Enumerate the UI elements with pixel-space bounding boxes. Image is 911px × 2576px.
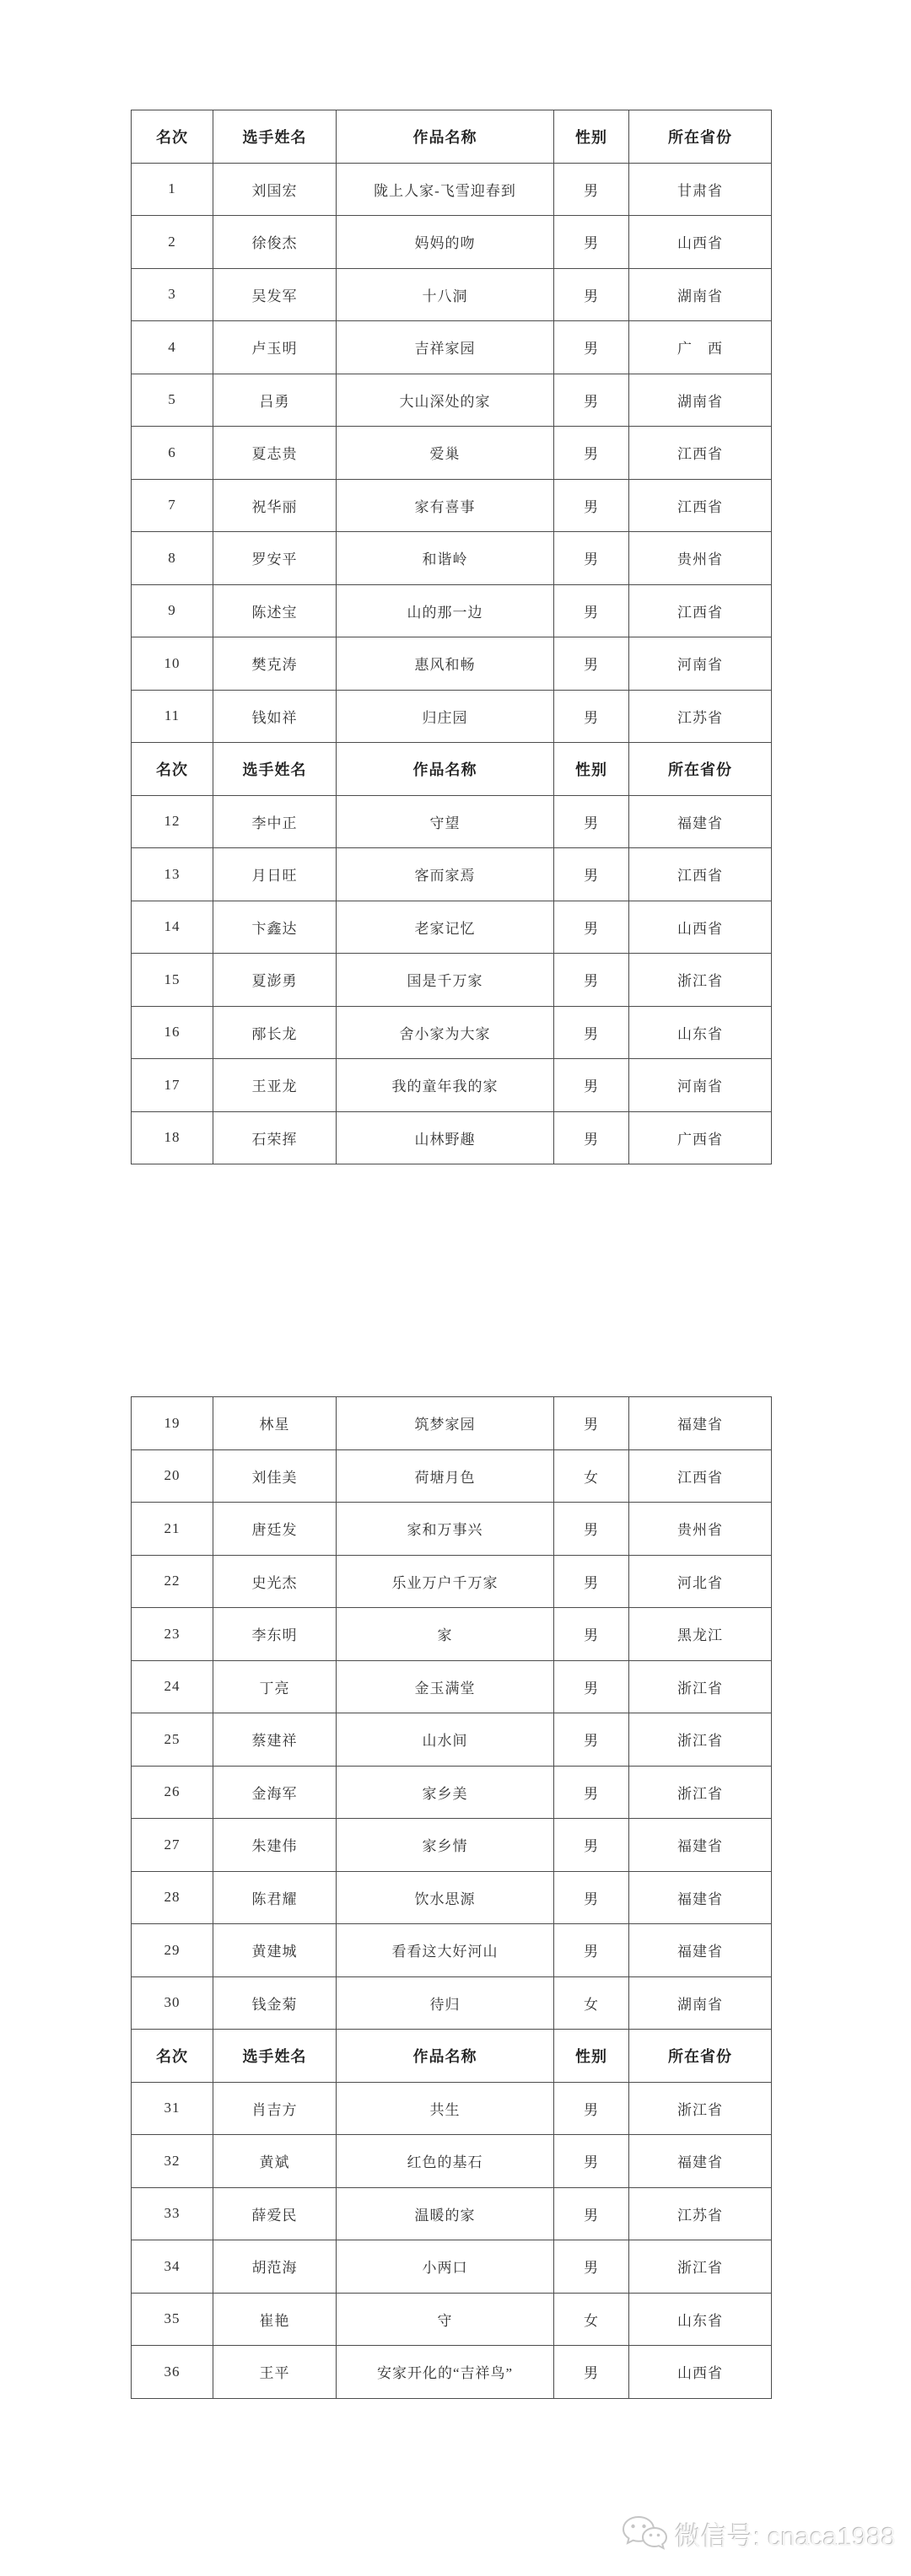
header-cell: 所在省份 (629, 743, 772, 796)
data-cell: 男 (554, 321, 629, 374)
data-cell: 广 西 (629, 321, 772, 374)
data-cell: 31 (132, 2082, 213, 2135)
table-row (132, 954, 772, 1007)
data-cell: 男 (554, 2082, 629, 2135)
data-cell: 男 (554, 1713, 629, 1767)
data-cell: 浙江省 (629, 2240, 772, 2294)
data-cell: 11 (132, 690, 213, 743)
data-cell: 江西省 (629, 427, 772, 480)
table-row (132, 479, 772, 532)
table-row (132, 1111, 772, 1164)
data-cell: 8 (132, 532, 213, 585)
table-row (132, 637, 772, 691)
data-cell: 女 (554, 1976, 629, 2030)
table-row (132, 2135, 772, 2188)
data-cell: 29 (132, 1924, 213, 1977)
data-cell: 江西省 (629, 584, 772, 637)
data-cell: 1 (132, 163, 213, 216)
data-cell: 男 (554, 1766, 629, 1819)
data-cell: 山的那一边 (337, 584, 554, 637)
table-row (132, 216, 772, 269)
data-cell: 浙江省 (629, 1713, 772, 1767)
data-cell: 21 (132, 1503, 213, 1556)
data-cell: 陈述宝 (213, 584, 337, 637)
table-row (132, 1608, 772, 1661)
data-cell: 客而家焉 (337, 848, 554, 901)
data-cell: 大山深处的家 (337, 374, 554, 427)
data-cell: 卢玉明 (213, 321, 337, 374)
data-cell: 男 (554, 1924, 629, 1977)
data-cell: 温暖的家 (337, 2187, 554, 2240)
data-cell: 江苏省 (629, 2187, 772, 2240)
data-cell: 3 (132, 268, 213, 321)
data-cell: 黄建城 (213, 1924, 337, 1977)
table-row (132, 427, 772, 480)
data-cell: 男 (554, 374, 629, 427)
table-row (132, 1397, 772, 1450)
data-cell: 吴发军 (213, 268, 337, 321)
data-cell: 湖南省 (629, 268, 772, 321)
data-cell: 小两口 (337, 2240, 554, 2294)
data-cell: 荷塘月色 (337, 1449, 554, 1503)
data-cell: 陇上人家-飞雪迎春到 (337, 163, 554, 216)
data-cell: 山西省 (629, 216, 772, 269)
data-cell: 夏澎勇 (213, 954, 337, 1007)
data-cell: 江西省 (629, 479, 772, 532)
data-cell: 35 (132, 2293, 213, 2346)
data-cell: 吉祥家园 (337, 321, 554, 374)
table-row (132, 584, 772, 637)
data-cell: 男 (554, 1397, 629, 1450)
data-cell: 广西省 (629, 1111, 772, 1164)
data-cell: 邴长龙 (213, 1006, 337, 1059)
data-cell: 守望 (337, 795, 554, 848)
data-cell: 浙江省 (629, 1766, 772, 1819)
table-row (132, 2240, 772, 2294)
data-cell: 男 (554, 2187, 629, 2240)
table-row (132, 268, 772, 321)
table-row (132, 2082, 772, 2135)
data-cell: 男 (554, 1006, 629, 1059)
data-cell: 福建省 (629, 2135, 772, 2188)
data-cell: 我的童年我的家 (337, 1059, 554, 1112)
data-cell: 钱金菊 (213, 1976, 337, 2030)
data-cell: 王亚龙 (213, 1059, 337, 1112)
data-cell: 肖吉方 (213, 2082, 337, 2135)
data-cell: 家有喜事 (337, 479, 554, 532)
data-cell: 浙江省 (629, 1660, 772, 1713)
table-row (132, 2187, 772, 2240)
table-row (132, 1555, 772, 1608)
data-cell: 男 (554, 2346, 629, 2399)
data-cell: 十八洞 (337, 268, 554, 321)
data-cell: 32 (132, 2135, 213, 2188)
data-cell: 7 (132, 479, 213, 532)
data-cell: 山水间 (337, 1713, 554, 1767)
data-cell: 黑龙江 (629, 1608, 772, 1661)
data-cell: 红色的基石 (337, 2135, 554, 2188)
data-cell: 家乡美 (337, 1766, 554, 1819)
data-cell: 14 (132, 901, 213, 954)
table-row (132, 374, 772, 427)
results-table-part-2 (131, 1396, 772, 2399)
data-cell: 男 (554, 795, 629, 848)
data-cell: 24 (132, 1660, 213, 1713)
data-cell: 黄斌 (213, 2135, 337, 2188)
data-cell: 王平 (213, 2346, 337, 2399)
table-row (132, 690, 772, 743)
table-header-row (132, 743, 772, 796)
data-cell: 男 (554, 1111, 629, 1164)
table-row (132, 1660, 772, 1713)
data-cell: 金海军 (213, 1766, 337, 1819)
data-cell: 贵州省 (629, 532, 772, 585)
data-cell: 和谐岭 (337, 532, 554, 585)
data-cell: 共生 (337, 2082, 554, 2135)
data-cell: 安家开化的“吉祥鸟” (337, 2346, 554, 2399)
data-cell: 男 (554, 2135, 629, 2188)
data-cell: 湖南省 (629, 1976, 772, 2030)
table-row (132, 1503, 772, 1556)
data-cell: 罗安平 (213, 532, 337, 585)
table-row (132, 1713, 772, 1767)
data-cell: 26 (132, 1766, 213, 1819)
data-cell: 福建省 (629, 1871, 772, 1924)
data-cell: 山东省 (629, 1006, 772, 1059)
data-cell: 28 (132, 1871, 213, 1924)
header-cell: 作品名称 (337, 110, 554, 164)
table-row (132, 321, 772, 374)
table-row (132, 795, 772, 848)
wechat-icon (622, 2514, 667, 2553)
data-cell: 23 (132, 1608, 213, 1661)
data-cell: 家乡情 (337, 1819, 554, 1872)
data-cell: 饮水思源 (337, 1871, 554, 1924)
watermark-text: 微信号: cnaca1988 (675, 2521, 896, 2552)
table-row (132, 1006, 772, 1059)
table-row (132, 2346, 772, 2399)
data-cell: 惠风和畅 (337, 637, 554, 691)
data-cell: 2 (132, 216, 213, 269)
data-cell: 河南省 (629, 637, 772, 691)
data-cell: 男 (554, 532, 629, 585)
data-cell: 崔艳 (213, 2293, 337, 2346)
data-cell: 山东省 (629, 2293, 772, 2346)
data-cell: 李东明 (213, 1608, 337, 1661)
data-cell: 20 (132, 1449, 213, 1503)
table-row (132, 1766, 772, 1819)
data-cell: 男 (554, 163, 629, 216)
header-cell: 名次 (132, 743, 213, 796)
data-cell: 男 (554, 954, 629, 1007)
data-cell: 丁亮 (213, 1660, 337, 1713)
header-cell: 性别 (554, 2030, 629, 2083)
data-cell: 爱巢 (337, 427, 554, 480)
table-row (132, 1819, 772, 1872)
data-cell: 17 (132, 1059, 213, 1112)
data-cell: 男 (554, 1555, 629, 1608)
data-cell: 守 (337, 2293, 554, 2346)
data-cell: 胡范海 (213, 2240, 337, 2294)
data-cell: 福建省 (629, 795, 772, 848)
data-cell: 乐业万户千万家 (337, 1555, 554, 1608)
data-cell: 林星 (213, 1397, 337, 1450)
data-cell: 月日旺 (213, 848, 337, 901)
data-cell: 山西省 (629, 2346, 772, 2399)
table-row (132, 163, 772, 216)
data-cell: 徐俊杰 (213, 216, 337, 269)
data-cell: 18 (132, 1111, 213, 1164)
data-cell: 吕勇 (213, 374, 337, 427)
data-cell: 福建省 (629, 1397, 772, 1450)
data-cell: 男 (554, 479, 629, 532)
data-cell: 甘肃省 (629, 163, 772, 216)
table-header-row (132, 2030, 772, 2083)
data-cell: 史光杰 (213, 1555, 337, 1608)
header-cell: 名次 (132, 2030, 213, 2083)
data-cell: 19 (132, 1397, 213, 1450)
data-cell: 浙江省 (629, 954, 772, 1007)
data-cell: 4 (132, 321, 213, 374)
data-cell: 老家记忆 (337, 901, 554, 954)
table-row (132, 901, 772, 954)
data-cell: 看看这大好河山 (337, 1924, 554, 1977)
data-cell: 22 (132, 1555, 213, 1608)
data-cell: 6 (132, 427, 213, 480)
data-cell: 男 (554, 1503, 629, 1556)
data-cell: 家和万事兴 (337, 1503, 554, 1556)
data-cell: 钱如祥 (213, 690, 337, 743)
table-row (132, 1924, 772, 1977)
data-cell: 15 (132, 954, 213, 1007)
header-cell: 性别 (554, 110, 629, 164)
data-cell: 舍小家为大家 (337, 1006, 554, 1059)
header-cell: 作品名称 (337, 2030, 554, 2083)
data-cell: 12 (132, 795, 213, 848)
table-row (132, 1449, 772, 1503)
header-cell: 选手姓名 (213, 743, 337, 796)
data-cell: 男 (554, 1660, 629, 1713)
data-cell: 男 (554, 216, 629, 269)
data-cell: 蔡建祥 (213, 1713, 337, 1767)
table-row (132, 2293, 772, 2346)
data-cell: 家 (337, 1608, 554, 1661)
data-cell: 樊克涛 (213, 637, 337, 691)
data-cell: 刘佳美 (213, 1449, 337, 1503)
data-cell: 女 (554, 2293, 629, 2346)
data-cell: 祝华丽 (213, 479, 337, 532)
data-cell: 男 (554, 268, 629, 321)
header-cell: 选手姓名 (213, 110, 337, 164)
table-row (132, 1871, 772, 1924)
data-cell: 江苏省 (629, 690, 772, 743)
header-cell: 性别 (554, 743, 629, 796)
data-cell: 国是千万家 (337, 954, 554, 1007)
data-cell: 山西省 (629, 901, 772, 954)
header-cell: 作品名称 (337, 743, 554, 796)
data-cell: 刘国宏 (213, 163, 337, 216)
data-cell: 山林野趣 (337, 1111, 554, 1164)
table-row (132, 1976, 772, 2030)
data-cell: 李中正 (213, 795, 337, 848)
data-cell: 25 (132, 1713, 213, 1767)
data-cell: 唐廷发 (213, 1503, 337, 1556)
data-cell: 男 (554, 1608, 629, 1661)
table-row (132, 848, 772, 901)
data-cell: 男 (554, 584, 629, 637)
table-header-row (132, 110, 772, 164)
data-cell: 男 (554, 1819, 629, 1872)
data-cell: 男 (554, 2240, 629, 2294)
data-cell: 陈君耀 (213, 1871, 337, 1924)
data-cell: 待归 (337, 1976, 554, 2030)
data-cell: 33 (132, 2187, 213, 2240)
data-cell: 男 (554, 901, 629, 954)
header-cell: 名次 (132, 110, 213, 164)
data-cell: 男 (554, 690, 629, 743)
data-cell: 归庄园 (337, 690, 554, 743)
data-cell: 金玉满堂 (337, 1660, 554, 1713)
header-cell: 所在省份 (629, 110, 772, 164)
data-cell: 卞鑫达 (213, 901, 337, 954)
data-cell: 36 (132, 2346, 213, 2399)
data-cell: 江西省 (629, 1449, 772, 1503)
data-cell: 浙江省 (629, 2082, 772, 2135)
data-cell: 筑梦家园 (337, 1397, 554, 1450)
watermark (622, 2514, 896, 2553)
header-cell: 所在省份 (629, 2030, 772, 2083)
data-cell: 男 (554, 1871, 629, 1924)
results-table-part-1 (131, 110, 772, 1164)
data-cell: 30 (132, 1976, 213, 2030)
data-cell: 湖南省 (629, 374, 772, 427)
data-cell: 夏志贵 (213, 427, 337, 480)
data-cell: 10 (132, 637, 213, 691)
data-cell: 男 (554, 1059, 629, 1112)
data-cell: 9 (132, 584, 213, 637)
header-cell: 选手姓名 (213, 2030, 337, 2083)
data-cell: 男 (554, 427, 629, 480)
table-row (132, 1059, 772, 1112)
data-cell: 薛爱民 (213, 2187, 337, 2240)
data-cell: 5 (132, 374, 213, 427)
data-cell: 27 (132, 1819, 213, 1872)
data-cell: 石荣挥 (213, 1111, 337, 1164)
data-cell: 16 (132, 1006, 213, 1059)
data-cell: 贵州省 (629, 1503, 772, 1556)
data-cell: 江西省 (629, 848, 772, 901)
data-cell: 34 (132, 2240, 213, 2294)
data-cell: 河南省 (629, 1059, 772, 1112)
table-row (132, 532, 772, 585)
data-cell: 河北省 (629, 1555, 772, 1608)
data-cell: 福建省 (629, 1819, 772, 1872)
data-cell: 13 (132, 848, 213, 901)
data-cell: 妈妈的吻 (337, 216, 554, 269)
data-cell: 朱建伟 (213, 1819, 337, 1872)
data-cell: 女 (554, 1449, 629, 1503)
data-cell: 男 (554, 637, 629, 691)
data-cell: 男 (554, 848, 629, 901)
data-cell: 福建省 (629, 1924, 772, 1977)
